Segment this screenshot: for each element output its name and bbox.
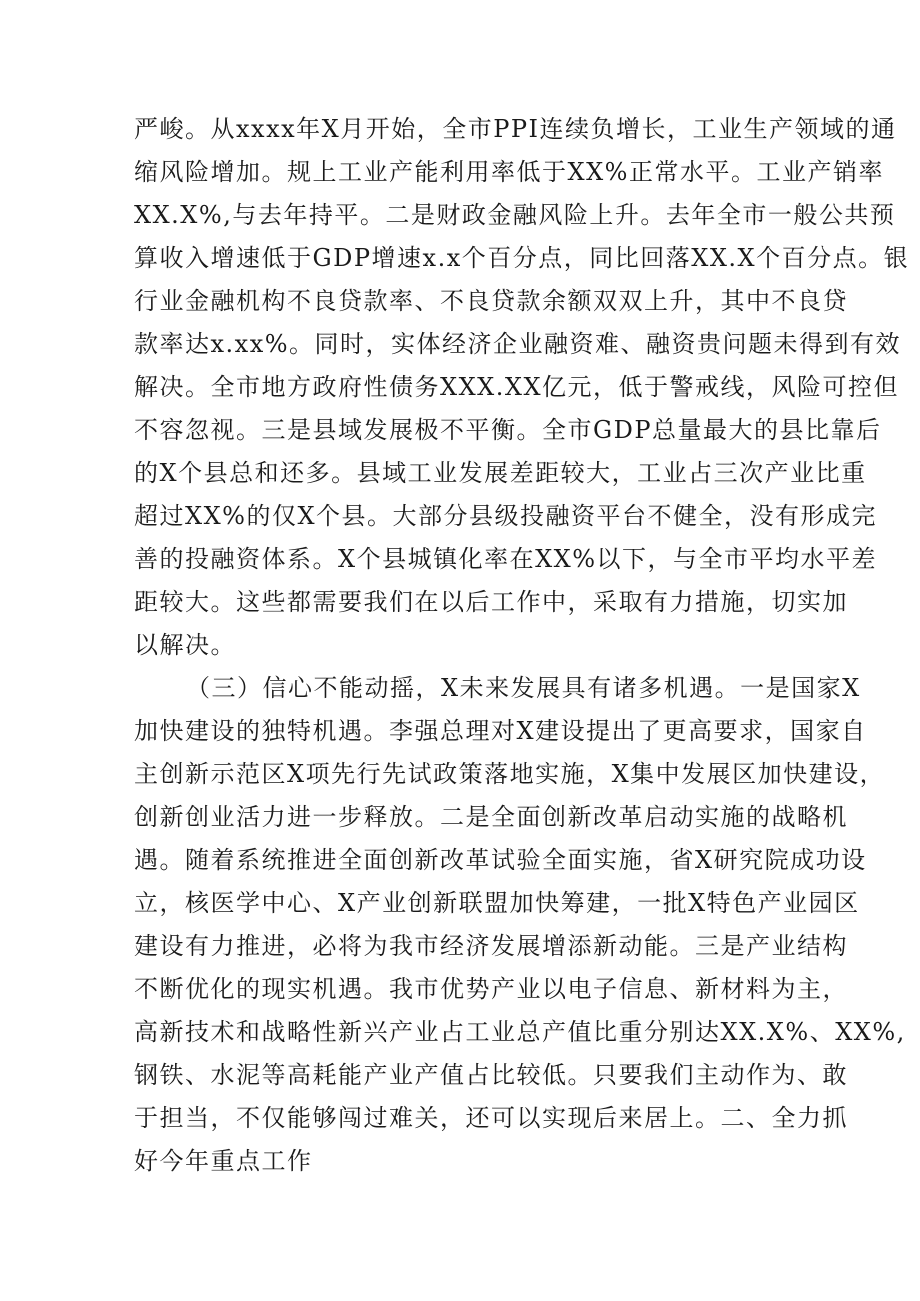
text-line: 解决。全市地方政府性债务XXX.XX亿元，低于警戒线，风险可控但 xyxy=(134,373,900,401)
text-line: XX.X%,与去年持平。二是财政金融风险上升。去年全市一般公共预 xyxy=(134,201,896,229)
text-line: 建设有力推进，必将为我市经济发展增添新动能。三是产业结构 xyxy=(134,932,848,960)
text-line: 以解决。 xyxy=(134,631,236,659)
text-line: 行业金融机构不良贷款率、不良贷款余额双双上升，其中不良贷 xyxy=(134,287,848,315)
text-line: 款率达x.xx%。同时，实体经济企业融资难、融资贵问题未得到有效 xyxy=(134,330,902,358)
text-line: 缩风险增加。规上工业产能利用率低于XX%正常水平。工业产销率 xyxy=(134,158,884,186)
text-line: 严峻。从xxxx年X月开始，全市PPI连续负增长，工业生产领域的通 xyxy=(134,115,897,143)
text-line: 的X个县总和还多。县域工业发展差距较大，工业占三次产业比重 xyxy=(134,459,867,487)
section-heading-line: （三）信心不能动摇，X未来发展具有诸多机遇。一是国家X xyxy=(186,674,861,702)
text-line: 距较大。这些都需要我们在以后工作中，采取有力措施，切实加 xyxy=(134,588,848,616)
text-line: 立，核医学中心、X产业创新联盟加快筹建，一批X特色产业园区 xyxy=(134,889,860,917)
text-line: 主创新示范区X项先行先试政策落地实施，X集中发展区加快建设， xyxy=(134,760,886,788)
text-line: 超过XX%的仅X个县。大部分县级投融资平台不健全，没有形成完 xyxy=(134,502,878,530)
text-line: 于担当，不仅能够闯过难关，还可以实现后来居上。二、全力抓 xyxy=(134,1104,848,1132)
text-line: 高新技术和战略性新兴产业占工业总产值比重分别达XX.X%、XX%, xyxy=(134,1018,906,1046)
text-line: 算收入增速低于GDP增速x.x个百分点，同比回落XX.X个百分点。银 xyxy=(134,244,910,272)
text-line: 创新创业活力进一步释放。二是全面创新改革启动实施的战略机 xyxy=(134,803,848,831)
text-line: 不断优化的现实机遇。我市优势产业以电子信息、新材料为主， xyxy=(134,975,848,1003)
text-line: 好今年重点工作 xyxy=(134,1147,313,1175)
text-line: 遇。随着系统推进全面创新改革试验全面实施，省X研究院成功设 xyxy=(134,846,867,874)
text-line: 钢铁、水泥等高耗能产业产值占比较低。只要我们主动作为、敢 xyxy=(134,1061,848,1089)
text-line: 加快建设的独特机遇。李强总理对X建设提出了更高要求，国家自 xyxy=(134,717,867,745)
text-line: 善的投融资体系。X个县城镇化率在XX%以下，与全市平均水平差 xyxy=(134,545,878,573)
text-line: 不容忽视。三是县域发展极不平衡。全市GDP总量最大的县比靠后 xyxy=(134,416,882,444)
